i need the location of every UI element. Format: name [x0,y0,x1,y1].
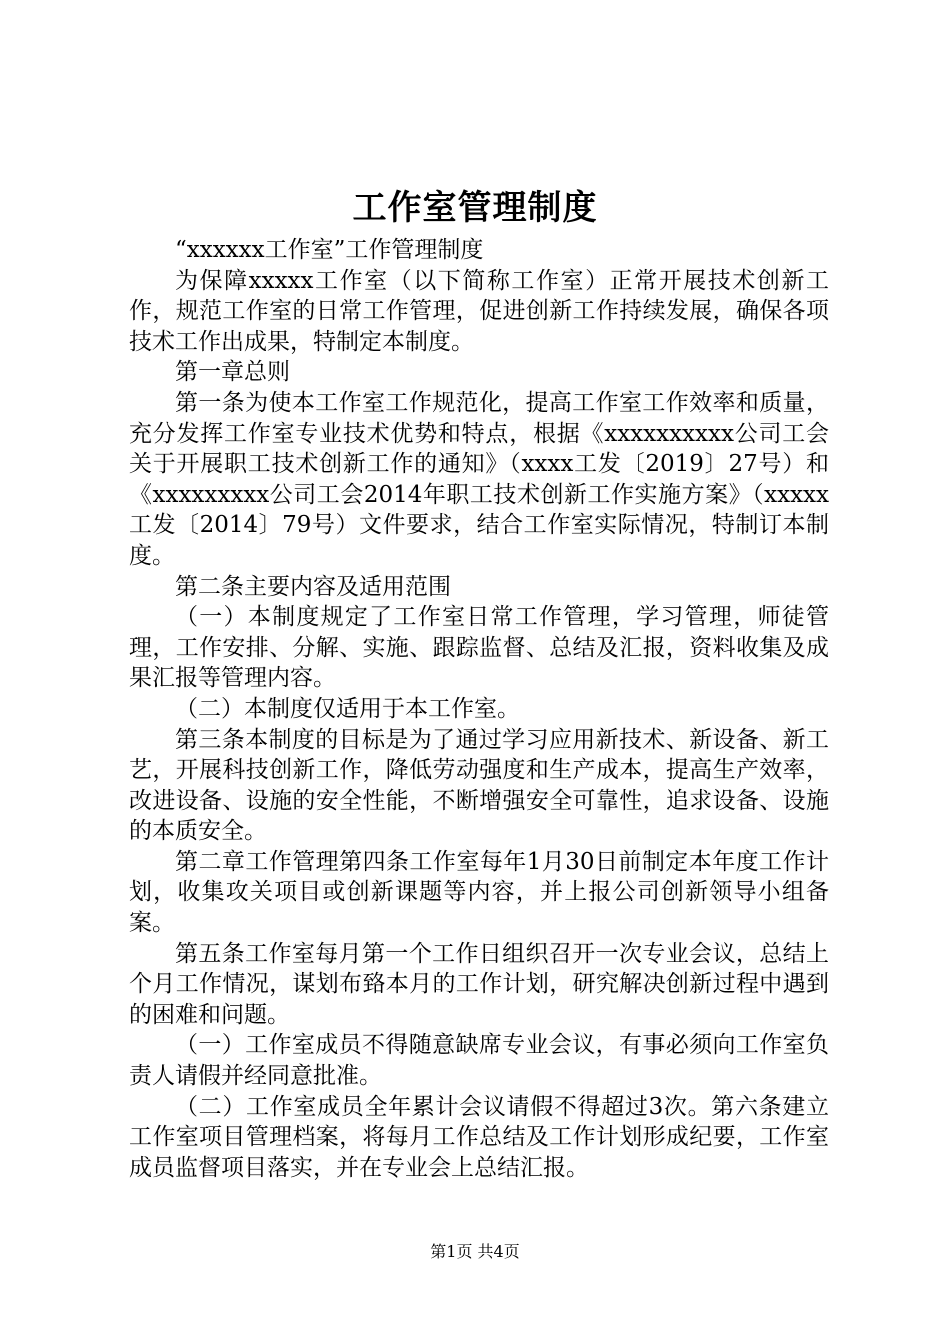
paragraph-article-5: 第五条工作室每月第一个工作日组织召开一次专业会议，总结上个月工作情况，谋划布臵本月的工作计划，研究解决创新过程中遇到的困难和问题。 [129,940,829,1028]
paragraph-article-2-item-1: （一）本制度规定了工作室日常工作管理，学习管理，师徒管理，工作安排、分解、实施、跟踪监督、总结及汇报，资料收集及成果汇报等管理内容。 [129,604,829,692]
paragraph-article-1: 第一条为使本工作室工作规范化，提高工作室工作效率和质量，充分发挥工作室专业技术优势和特点，根据《xxxxxxxxxx公司工会关于开展职工技术创新工作的通知》（xxxx工发〔2019〕27号）和《xxxxxxxxx公司工会2014年职工技术创新工作实施方案》（xxxxx工发〔2014〕79号）文件要求，结合工作室实际情况，特制订本制度。 [129,389,829,569]
paragraph-preamble: 为保障xxxxx工作室（以下简称工作室）正常开展技术创新工作，规范工作室的日常工作管理，促进创新工作持续发展，确保各项技术工作出成果，特制定本制度。 [129,267,829,355]
paragraph-article-3: 第三条本制度的目标是为了通过学习应用新技术、新设备、新工艺，开展科技创新工作，降低劳动强度和生产成本，提高生产效率，改进设备、设施的安全性能，不断增强安全可靠性，追求设备、设施的本质安全。 [129,726,829,845]
document-title: 工作室管理制度 [352,188,598,228]
document-body [129,235,829,1183]
paragraph-chapter-2-article-4: 第二章工作管理第四条工作室每年1月30日前制定本年度工作计划，收集攻关项目或创新课题等内容，并上报公司创新领导小组备案。 [129,848,829,937]
paragraph-article-5-item-2: （二）工作室成员全年累计会议请假不得超过3次。第六条建立工作室项目管理档案，将每月工作总结及工作计划形成纪要，工作室成员监督项目落实，并在专业会上总结汇报。 [129,1093,829,1181]
paragraph-subtitle: “xxxxxx工作室”工作管理制度 [175,237,484,263]
paragraph-article-2: 第二条主要内容及适用范围 [175,573,451,600]
paragraph-article-2-item-2: （二）本制度仅适用于本工作室。 [175,695,520,722]
page-footer: 第1页 共4页 [430,1242,520,1261]
paragraph-article-5-item-1: （一）工作室成员不得随意缺席专业会议，有事必须向工作室负责人请假并经同意批准。 [129,1032,829,1090]
chapter-heading-1: 第一章总则 [175,359,290,386]
